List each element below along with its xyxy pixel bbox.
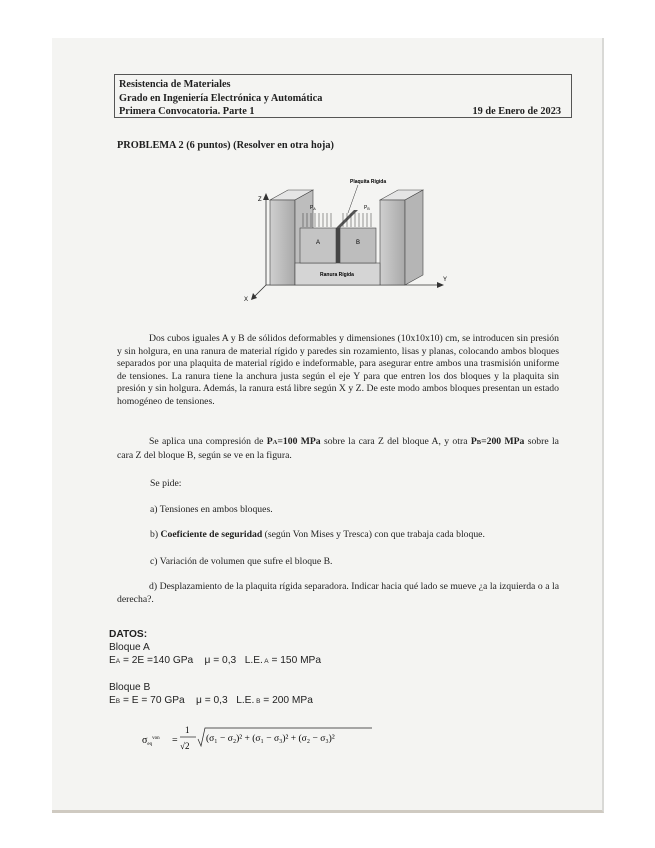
right-wall (380, 200, 405, 285)
exam-header (114, 74, 572, 118)
item-c: c) Variación de volumen que sufre el bloque B. (150, 556, 333, 567)
load-paragraph: Se aplica una compresión de PA=100 MPa sobre la cara Z del bloque A, y otra PB=200 MPa sobre la cara Z del bloque B, según se ve en la figura. (117, 436, 559, 461)
left-wall (270, 200, 295, 285)
axis-z-label: Z (258, 197, 262, 203)
header-call: Primera Convocatoria. Parte 1 (119, 106, 255, 117)
plaquita-pointer (348, 185, 358, 213)
item-a: a) Tensiones en ambos bloques. (150, 504, 273, 515)
z-arrow-icon (263, 193, 269, 200)
block-a-data: EA = 2E =140 GPa μ = 0,3 L.E. A = 150 MPa (109, 655, 322, 666)
von-mises-formula (140, 722, 380, 756)
blocks-figure (240, 175, 470, 305)
plaquita (336, 228, 340, 263)
load-arrows-a (303, 213, 331, 227)
header-date: 19 de Enero de 2023 (472, 106, 561, 117)
right-wall-side (405, 190, 423, 285)
ranura-label: Ranura Rígida (320, 272, 354, 278)
x-arrow-icon (251, 293, 257, 300)
item-d: d) Desplazamiento de la plaquita rígida separadora. Indicar hacia qué lado se mueve ¿a la izquierda o a la derecha?. (117, 581, 559, 605)
axis-x-label: X (244, 297, 249, 303)
formula-radicand: (σ₁ − σ₂)² + (σ₁ − σ₃)² + (σ₂ − σ₃)² (206, 734, 335, 744)
header-degree: Grado en Ingeniería Electrónica y Automática (119, 92, 323, 104)
axis-y-label: Y (443, 277, 448, 283)
load-b-label: $P_B$ (364, 205, 370, 211)
formula-denominator: √2 (180, 741, 190, 751)
formula-equals: = (172, 735, 178, 746)
header-course: Resistencia de Materiales (119, 79, 231, 90)
plaquita-label: Plaquita Rígida (350, 179, 387, 185)
x-axis (254, 285, 266, 297)
item-b: b) Coeficiente de seguridad (según Von Mises y Tresca) con que trabaja cada bloque. (150, 529, 485, 540)
datos-section (109, 628, 321, 708)
se-pide: Se pide: (150, 478, 182, 489)
datos-title: DATOS: (109, 629, 148, 640)
load-arrows-b (343, 213, 371, 227)
block-b-data: EB = E = 70 GPa μ = 0,3 L.E. B = 200 MPa (109, 695, 313, 706)
block-b-label: B (356, 240, 361, 246)
formula-lhs: $\sigma_{eq}^{von}$ (142, 735, 160, 747)
statement-paragraph: Dos cubos iguales A y B de sólidos deformables y dimensiones (10x10x10) cm, se introducen sin presión y sin holgura, en una ranura de material rígido y paredes sin rozamiento, lisas y planas, colocando ambos bloques separados por una plaquita de material rígido e indeformable, para asegurar entre ambos una trasmisión uniforme de tensiones. La ranura tiene la anchura justa según el eje Y para que entren los dos bloques y la plaquita sin presión y sin holgura. Además, la ranura está libre según X y Z. De este modo ambos bloques presentan un estado homogéneo de tensiones. (117, 333, 559, 407)
block-a-label: A (316, 240, 321, 246)
load-a-label: $P_A$ (310, 205, 316, 211)
block-b-title: Bloque B (109, 682, 151, 693)
formula-numerator: 1 (185, 725, 190, 735)
problem-title: PROBLEMA 2 (6 puntos) (Resolver en otra hoja) (117, 140, 334, 151)
block-a-title: Bloque A (109, 642, 150, 653)
